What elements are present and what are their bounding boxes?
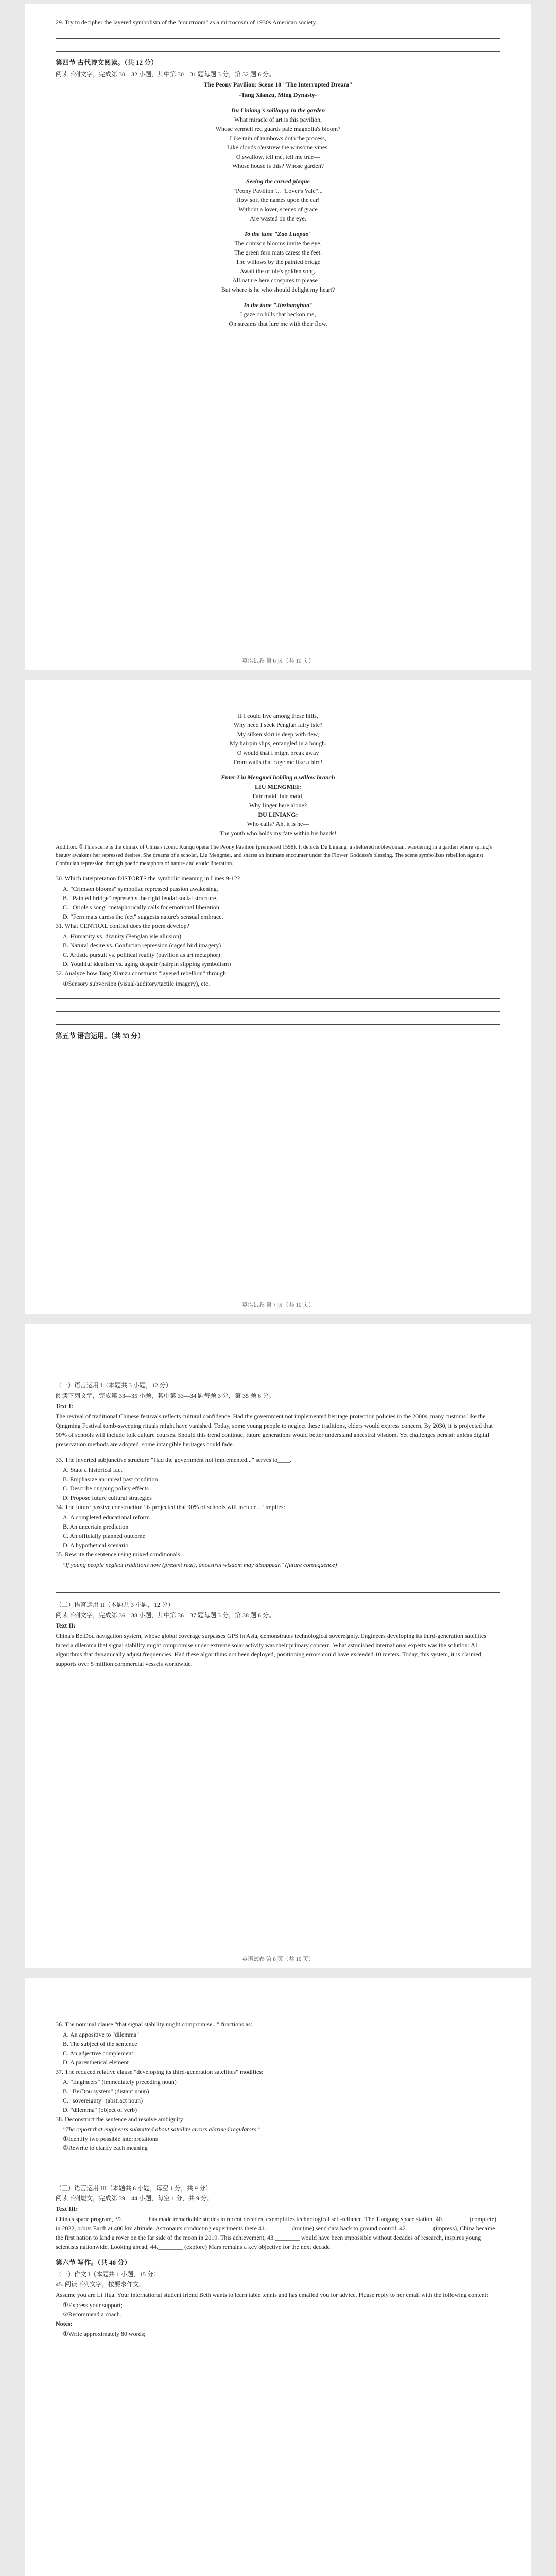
- section-6-title: 第六节 写作。（共 40 分）: [56, 2259, 131, 2266]
- option-b[interactable]: B. Emphasize an unreal past condition: [63, 1476, 158, 1483]
- speaker-name: DU LINIANG:: [258, 811, 298, 818]
- question-33: 33. The inverted subjunctive structure "Had the government not implemented..." serves to____.: [56, 1456, 292, 1463]
- question-32-sub: ①Sensory subversion (visual/auditory/tactile imagery), etc.: [63, 980, 210, 987]
- option-b[interactable]: B. "Painted bridge" represents the rigid feudal social structure.: [63, 894, 218, 902]
- part-3-instructions: 阅读下列短文，完成第 39—44 小题，每空 1 分，共 9 分。: [56, 2195, 214, 2202]
- option-a[interactable]: A. Humanity vs. divinity (Penglan isle allusion): [63, 933, 181, 940]
- page-footer: 英语试卷 第 7 页（共 10 页）: [241, 1302, 315, 1308]
- poem-line: The youth who holds my fate within his hands!: [219, 829, 337, 837]
- question-38-sub: ①Identify two possible interpretations: [63, 2135, 158, 2142]
- question-37: 37. The reduced relative clause "developing its third-generation satellites" modifies:: [56, 2068, 264, 2075]
- answer-line[interactable]: [56, 1014, 500, 1025]
- question-34: 34. The future passive construction "is projected that 90% of schools will include..." implies:: [56, 1503, 285, 1511]
- option-b[interactable]: B. The subject of the sentence: [63, 2040, 137, 2047]
- poem-line: Whose house is this? Whose garden?: [232, 162, 324, 170]
- answer-line[interactable]: [56, 1001, 500, 1012]
- question-38-sub: ②Rewrite to clarify each meaning: [63, 2144, 148, 2151]
- question-35-quote: "If young people neglect traditions now (present real), ancestral wisdom may disappear." (future consequence): [63, 1561, 337, 1568]
- poem-line: Await the oriole's golden song.: [239, 267, 317, 275]
- question-38: 38. Deconstruct the sentence and resolve ambiguity:: [56, 2115, 185, 2123]
- text-3-body: China's space program, 39.________ has made remarkable strides in recent decades, exemplifies technological self-reliance. The Tiangong space station, 40.________ (complete) in 2022, orbits Earth at 400 km altitude. Astronauts conducting experiments there 41.________ (routine) send data back to ground control. 42.________ (impress), China became the first nation to land a rover on the far side of the moon in 2019. This achievement, 43.________ would have been impossible without decades of research, inspires young scientists nationwide. Looking ahead, 44.________ (explore) Mars remains a key objective for the next decade.: [56, 2215, 497, 2250]
- section-4-title: 第四节 古代诗文阅读。（共 12 分）: [56, 59, 158, 66]
- option-c[interactable]: C. Artistic pursuit vs. political reality (pavilion as art metaphor): [63, 951, 220, 958]
- part-2-instructions: 阅读下列文字，完成第 36—38 小题，其中第 36—37 题每题 3 分，第 38 题 6 分。: [56, 1612, 275, 1619]
- question-35: 35. Rewrite the sentence using mixed conditionals:: [56, 1551, 182, 1558]
- section-5-title: 第五节 语言运用。（共 33 分）: [56, 1032, 145, 1040]
- option-d[interactable]: D. "Fern mats caress the feet" suggests nature's sensual embrace.: [63, 913, 223, 920]
- exam-page-8: [25, 1324, 531, 1968]
- option-d[interactable]: D. Propose future cultural strategies: [63, 1494, 152, 1501]
- poem-line: From walls that cage me like a bird!: [233, 758, 323, 766]
- answer-line[interactable]: [56, 2153, 500, 2163]
- option-a[interactable]: A. "Crimson blooms" symbolize repressed passion awakening.: [63, 885, 218, 892]
- poem-line: Are wasted on the eye.: [250, 215, 306, 222]
- question-31: 31. What CENTRAL conflict does the poem develop?: [56, 922, 189, 929]
- poem-line: My hairpin slips, entangled in a bough.: [230, 740, 326, 747]
- stanza-5: [56, 711, 500, 767]
- text-2-label: Text II:: [56, 1622, 76, 1629]
- play-author: -Tang Xianzu, Ming Dynasty-: [239, 91, 317, 98]
- question-45-prompt: Assume you are Li Hua. Your international student friend Beth wants to learn table tennis and has emailed you for advice. Please reply to her email with the following content:: [56, 2291, 489, 2298]
- text-2-body: China's BeiDou navigation system, whose global coverage surpasses GPS in Asia, demonstrates technological sovereignty. Engineers developing its third-generation satellites faced a dilemma that signal stability might compromise under extreme solar activity was their primary concern. What astonished international experts was the solution: AI algorithms that dynamically adjust frequencies. Had these algorithms not been deployed, positioning errors could have exceeded 10 meters. Today, this system, it is claimed, supports over 5 million commercial vessels worldwide.: [56, 1632, 486, 1667]
- poem-line: On streams that lure me with their flow.: [229, 320, 327, 327]
- stanza-heading: Du Liniang's soliloquy in the garden: [231, 107, 325, 114]
- text-3-label: Text III:: [56, 2205, 78, 2212]
- exam-page-6: [25, 4, 531, 670]
- option-c[interactable]: C. "sovereignty" (abstract noun): [63, 2097, 143, 2104]
- poem-line: Why need I seek Penglan fairy isle?: [233, 721, 323, 728]
- poem-line: The green fern mats caress the feet.: [234, 249, 322, 256]
- poem-line: Who calls? Ah, it is he—: [247, 820, 309, 827]
- play-title: The Peony Pavilion: Scene 10 "The Interrupted Dream": [203, 81, 353, 88]
- option-a[interactable]: A. State a historical fact: [63, 1466, 123, 1473]
- question-38-quote: "The report that engineers submitted about satellite errors alarmed regulators.": [63, 2126, 261, 2133]
- notes-label: Notes:: [56, 2320, 73, 2327]
- answer-line[interactable]: [56, 1569, 500, 1580]
- stanza-6: [56, 773, 500, 838]
- answer-line[interactable]: [56, 1582, 500, 1593]
- poem-line: All nature here conspires to please—: [232, 277, 324, 284]
- option-d[interactable]: D. A hypothetical scenario: [63, 1541, 129, 1549]
- poem-line: O swallow, tell me, tell me true—: [236, 153, 320, 160]
- requirement-item: ②Recommend a coach.: [63, 2311, 121, 2318]
- poem-line: What miracle of art is this pavilion,: [234, 116, 322, 123]
- option-a[interactable]: A. "Engineers" (immediately preceding noun): [63, 2078, 177, 2086]
- question-36: 36. The nominal clause "that signal stability might compromise..." functions as:: [56, 2021, 253, 2028]
- stanza-4: [56, 300, 500, 328]
- answer-line[interactable]: [56, 41, 500, 52]
- option-d[interactable]: D. A parenthetical element: [63, 2059, 129, 2066]
- answer-line[interactable]: [56, 988, 500, 999]
- option-c[interactable]: C. Describe ongoing policy effects: [63, 1485, 149, 1492]
- stanza-heading: To the tune "Zao Luopao": [244, 230, 312, 238]
- option-d[interactable]: D. Youthful idealism vs. aging despair (hairpin slipping symbolism): [63, 960, 231, 968]
- option-d[interactable]: D. "dilemma" (object of verb): [63, 2106, 137, 2113]
- poem-line: Whose vermeil red guards pale magnolia's bloom?: [215, 125, 341, 132]
- section-4-instructions: 阅读下列文字，完成第 30—32 小题，其中第 30—31 题每题 3 分，第 32 题 6 分。: [56, 71, 275, 78]
- addition-note: Addition: ①This scene is the climax of China's iconic Kunqu opera The Peony Pavilion (premiered 1598). It depicts Du Liniang, a sheltered noblewoman, wandering in a garden where spring's beauty awakens her repressed desires. She dreams of a scholar, Liu Mengmei, and shares an intimate encounter under the Flower Goddess's blessing. The scene symbolizes rebellion against Confucian repression through poetic metaphors of nature and erotic liberation.: [56, 844, 492, 867]
- option-c[interactable]: C. An adjective complement: [63, 2049, 133, 2057]
- question-45: 45. 阅读下列文字，按要求作文。: [56, 2281, 146, 2288]
- question-32: 32. Analyze how Tang Xianzu constructs "layered rebellion" through:: [56, 970, 228, 977]
- page-footer: 英语试卷 第 8 页（共 10 页）: [241, 1956, 315, 1962]
- option-c[interactable]: C. An officially planned outcome: [63, 1532, 146, 1539]
- requirement-item: ①Express your support;: [63, 2301, 123, 2309]
- stanza-heading: Seeing the carved plaque: [246, 178, 310, 185]
- question-30: 30. Which interpretation DISTORTS the symbolic meaning in Lines 9-12?: [56, 875, 240, 882]
- stanza-2: [56, 177, 500, 223]
- text-1-body: The revival of traditional Chinese festivals reflects cultural confidence. Had the government not implemented heritage protection policies in the 2000s, many customs like the Qingming Festival tomb-sweeping rituals might have vanished. Today, some young people to neglect these traditions, elders would express concern. By 2030, it is projected that 90% of schools will include folk culture courses. Should this trend continue, future generations would better understand ancestral wisdom. Yet challenges persist: unless digital preservation methods are adopted, some intangible heritages could fade.: [56, 1413, 493, 1448]
- stanza-heading: To the tune "Jiezhanghua": [243, 301, 313, 309]
- poem-line: Fair maid, fair maid,: [252, 792, 304, 800]
- option-a[interactable]: A. A completed educational reform: [63, 1514, 150, 1521]
- exam-page-9: [25, 1978, 531, 2576]
- answer-line[interactable]: [56, 2165, 500, 2176]
- option-b[interactable]: B. Natural desire vs. Confucian repression (caged bird imagery): [63, 942, 221, 949]
- part-1-title: （一）语言运用 I（本题共 3 小题，12 分）: [56, 1382, 172, 1389]
- part-4-title: （一）作文 I（本题共 1 小题，15 分）: [56, 2270, 160, 2278]
- poem-line: How soft the names upon the ear!: [236, 196, 320, 204]
- part-3-title: （三）语言运用 III（本题共 6 小题，每空 1 分，共 9 分）: [56, 2184, 212, 2192]
- note-item: ①Write approximately 80 words;: [63, 2330, 146, 2337]
- poem-line: I gaze on hills that beckon me,: [240, 311, 316, 318]
- poem-line: O would that I might break away: [237, 749, 319, 756]
- stanza-3: [56, 229, 500, 294]
- speaker-name: LIU MENGMEI:: [255, 783, 301, 790]
- poem-line: If I could live among these hills,: [238, 712, 318, 719]
- poem-line: "Peony Pavilion"... "Lover's Vale"...: [233, 187, 323, 194]
- option-b[interactable]: B. "BeiDou system" (distant noun): [63, 2088, 149, 2095]
- option-a[interactable]: A. An appositive to "dilemma": [63, 2031, 140, 2038]
- part-1-instructions: 阅读下列文字，完成第 33—35 小题，其中第 33—34 题每题 3 分，第 35 题 6 分。: [56, 1392, 275, 1399]
- part-2-title: （二）语言运用 II（本题共 3 小题，12 分）: [56, 1601, 174, 1608]
- poem-line: Without a lover, scenes of grace: [238, 206, 318, 213]
- poem-line: My silken skirt is deep with dew,: [237, 731, 319, 738]
- page-footer: 英语试卷 第 6 页（共 10 页）: [241, 658, 315, 664]
- poem-line: Like clouds o'erstrew the winsome vines.: [227, 144, 329, 151]
- stanza-heading: Enter Liu Mengmei holding a willow branch: [221, 774, 335, 781]
- exam-page-7: [25, 680, 531, 1314]
- poem-line: The willows by the painted bridge: [235, 258, 321, 265]
- stanza-1: [56, 106, 500, 171]
- poem-line: Like rain of rainbows doth the process,: [230, 134, 326, 142]
- option-b[interactable]: B. An uncertain prediction: [63, 1523, 129, 1530]
- poem-line: Why linger here alone?: [249, 802, 307, 809]
- option-c[interactable]: C. "Oriole's song" metaphorically calls for emotional liberation.: [63, 904, 221, 911]
- poem-line: But where is he who should delight my heart?: [221, 286, 335, 293]
- poem-line: The crimson blooms invite the eye,: [234, 240, 322, 247]
- answer-line[interactable]: [56, 28, 500, 39]
- text-1-label: Text I:: [56, 1402, 73, 1410]
- question-29: 29. Try to decipher the layered symbolism of the "courtroom" as a microcosm of 1930s American society.: [56, 19, 317, 26]
